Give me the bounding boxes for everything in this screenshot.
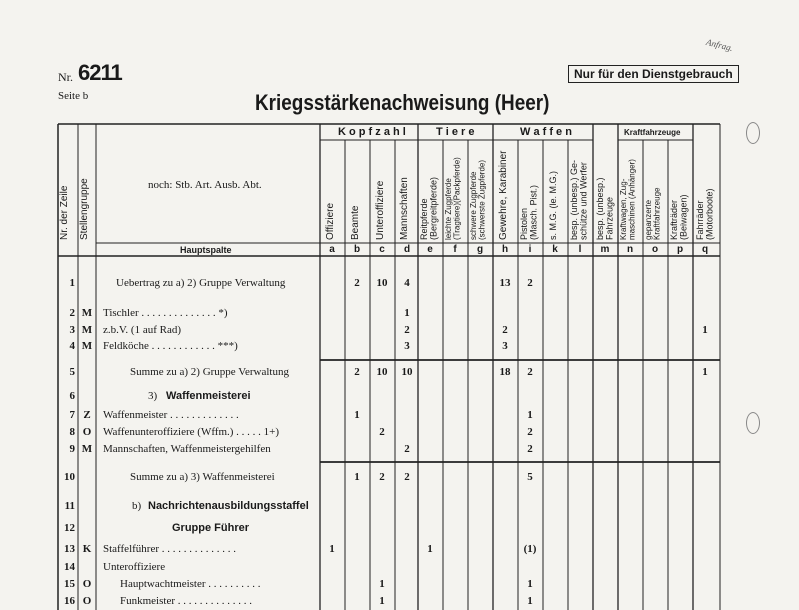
row-label: Funkmeister . . . . . . . . . . . . . .	[120, 595, 252, 607]
col-header-fahrraeder: Fahrräder (Motorboote)	[695, 188, 715, 240]
col-header-zugpferde-leicht: leichte Zugpferde (Tragtiere)(Packpferde)	[444, 157, 462, 240]
stellengruppe-code: M	[81, 307, 93, 319]
row-label: Unteroffiziere	[103, 561, 166, 573]
line-number: 14	[64, 561, 75, 573]
group-header-waffen: W a f f e n	[520, 126, 572, 138]
col-header-offiziere: Offiziere	[325, 202, 336, 240]
row-label: b)	[132, 500, 142, 512]
column-letter: e	[427, 244, 433, 255]
col-header-zugpferde-schwer: schwere Zugpferde (schwerste Zugpferde)	[469, 159, 487, 240]
group-header-kraftfahrzeuge: Kraftfahrzeuge	[624, 128, 681, 137]
line-number: 11	[64, 500, 75, 512]
line-number: 10	[64, 471, 75, 483]
line-number: 2	[69, 307, 75, 319]
document-number: 6211	[78, 60, 122, 85]
column-letter: f	[453, 244, 457, 255]
cell-value-q: 1	[702, 366, 708, 378]
line-number: 5	[69, 366, 75, 378]
column-letter: h	[501, 244, 509, 255]
line-number: 3	[69, 324, 75, 336]
section-heading: Waffenmeisterei	[166, 390, 251, 402]
section-heading: Gruppe Führer	[172, 522, 250, 534]
cell-value-b: 1	[354, 409, 360, 421]
line-number: 6	[69, 390, 75, 402]
column-letter: k	[552, 244, 558, 255]
cell-value-i: 2	[527, 443, 533, 455]
row-label: Waffenmeister . . . . . . . . . . . . .	[103, 409, 239, 421]
line-number: 13	[64, 543, 75, 555]
group-header-tiere: T i e r e	[436, 126, 475, 138]
cell-value-b: 2	[354, 277, 360, 289]
cell-value-e: 1	[427, 543, 433, 555]
cell-value-d: 3	[404, 340, 410, 352]
cell-value-a: 1	[329, 543, 335, 555]
cell-value-c: 2	[379, 426, 385, 438]
line-number: 7	[69, 409, 75, 421]
line-number: 12	[64, 522, 75, 534]
col-header-kraftwagen: Kraftwagen, Zug- maschinen (Anhänger)	[619, 159, 637, 240]
cell-value-q: 1	[702, 324, 708, 336]
col-header-gepanzerte: gepanzerte Kraftfahrzeuge	[644, 187, 662, 240]
cell-value-i: (1)	[523, 543, 537, 555]
group-header-kopfzahl: K o p f z a h l	[338, 126, 406, 138]
row-label: Staffelführer . . . . . . . . . . . . . .	[103, 543, 236, 555]
cell-value-i: 1	[527, 409, 533, 421]
cell-value-h: 13	[499, 277, 511, 289]
stellengruppe-code: M	[81, 443, 93, 455]
line-number: 1	[69, 277, 75, 289]
column-letter: i	[528, 244, 532, 255]
col-header-smg: s. M.G. (le. M.G.)	[548, 171, 558, 240]
row-label: Hauptwachtmeister . . . . . . . . . .	[120, 578, 261, 590]
column-letter: n	[626, 244, 634, 255]
cell-value-d: 10	[401, 366, 413, 378]
row-label: Uebertrag zu a) 2) Gruppe Verwaltung	[116, 277, 286, 289]
cell-value-c: 1	[379, 578, 385, 590]
number-label: Nr.	[58, 70, 73, 84]
column-letter: p	[676, 244, 684, 255]
col-header-kraftraeder: Krafträder (Beiwagen)	[669, 194, 689, 240]
stellengruppe-code: Z	[83, 409, 91, 421]
col-header-reitpferde: Reitpferde (Bergreitpferde)	[419, 176, 439, 240]
column-letter: m	[600, 244, 610, 255]
stellengruppe-code: M	[81, 340, 93, 352]
line-number: 8	[69, 426, 75, 438]
stellengruppe-code: O	[82, 578, 92, 590]
cell-value-c: 10	[376, 277, 388, 289]
cell-value-d: 2	[404, 443, 410, 455]
row-label: 3)	[148, 390, 158, 402]
cell-value-d: 1	[404, 307, 410, 319]
cell-value-c: 2	[379, 471, 385, 483]
row-label: z.b.V. (1 auf Rad)	[103, 324, 181, 336]
col-header-hauptspalte: Hauptspalte	[180, 245, 232, 255]
column-letter: q	[701, 244, 709, 255]
row-label: Summe zu a) 3) Waffenmeisterei	[130, 471, 275, 483]
column-letter: a	[329, 244, 335, 255]
cell-value-d: 2	[404, 471, 410, 483]
line-number: 15	[64, 578, 75, 590]
col-header-pistolen: Pistolen (Masch. Pist.)	[519, 184, 539, 240]
col-header-stellengruppe: Stellengruppe	[79, 178, 90, 240]
stellengruppe-code: M	[81, 324, 93, 336]
row-label: Feldköche . . . . . . . . . . . . ***)	[103, 340, 238, 352]
cell-value-c: 1	[379, 595, 385, 607]
column-letter: d	[403, 244, 411, 255]
col-header-fahrzeuge: besp. (unbesp.) Fahrzeuge	[595, 177, 615, 240]
col-header-beamte: Beamte	[350, 205, 361, 240]
stellengruppe-code: K	[82, 543, 92, 555]
row-label: Waffenunteroffiziere (Wffm.) . . . . . 1+)	[103, 426, 280, 438]
cell-value-i: 2	[527, 366, 533, 378]
row-label: Summe zu a) 2) Gruppe Verwaltung	[130, 366, 289, 378]
col-header-mannschaften: Mannschaften	[399, 177, 410, 240]
stellengruppe-code: O	[82, 595, 92, 607]
col-header-geschuetze: besp. (unbesp.) Ge- schütze und Werfer	[569, 159, 589, 240]
column-letter: l	[578, 244, 582, 255]
cell-value-i: 2	[527, 426, 533, 438]
cell-value-h: 18	[499, 366, 511, 378]
cell-value-d: 2	[404, 324, 410, 336]
cell-value-b: 2	[354, 366, 360, 378]
cell-value-h: 2	[502, 324, 508, 336]
line-number: 4	[69, 340, 75, 352]
column-letter: g	[476, 244, 484, 255]
col-header-nr: Nr. der Zeile	[59, 185, 70, 240]
stellengruppe-code: O	[82, 426, 92, 438]
col-header-gewehre: Gewehre, Karabiner	[498, 150, 509, 240]
cell-value-c: 10	[376, 366, 388, 378]
section-heading: Nachrichtenausbildungsstaffel	[148, 500, 309, 512]
row-label: Mannschaften, Waffenmeistergehilfen	[103, 443, 271, 455]
cell-value-i: 2	[527, 277, 533, 289]
column-letter: c	[379, 244, 385, 255]
row-label: Tischler . . . . . . . . . . . . . . *)	[103, 307, 228, 319]
page-indicator: Seite b	[58, 90, 89, 102]
col-header-unteroffiziere: Unteroffiziere	[375, 180, 386, 240]
document-title: Kriegsstärkenachweisung (Heer)	[255, 90, 550, 115]
col-header-noch: noch: Stb. Art. Ausb. Abt.	[148, 179, 262, 191]
classification-stamp: Nur für den Dienstgebrauch	[568, 65, 739, 83]
cell-value-h: 3	[502, 340, 508, 352]
line-number: 16	[64, 595, 75, 607]
column-letter: b	[353, 244, 361, 255]
cell-value-d: 4	[404, 277, 410, 289]
column-letter: o	[651, 244, 659, 255]
cell-value-i: 5	[527, 471, 533, 483]
cell-value-b: 1	[354, 471, 360, 483]
handwritten-note: Anfrag.	[705, 36, 735, 54]
line-number: 9	[69, 443, 75, 455]
cell-value-i: 1	[527, 595, 533, 607]
cell-value-i: 1	[527, 578, 533, 590]
